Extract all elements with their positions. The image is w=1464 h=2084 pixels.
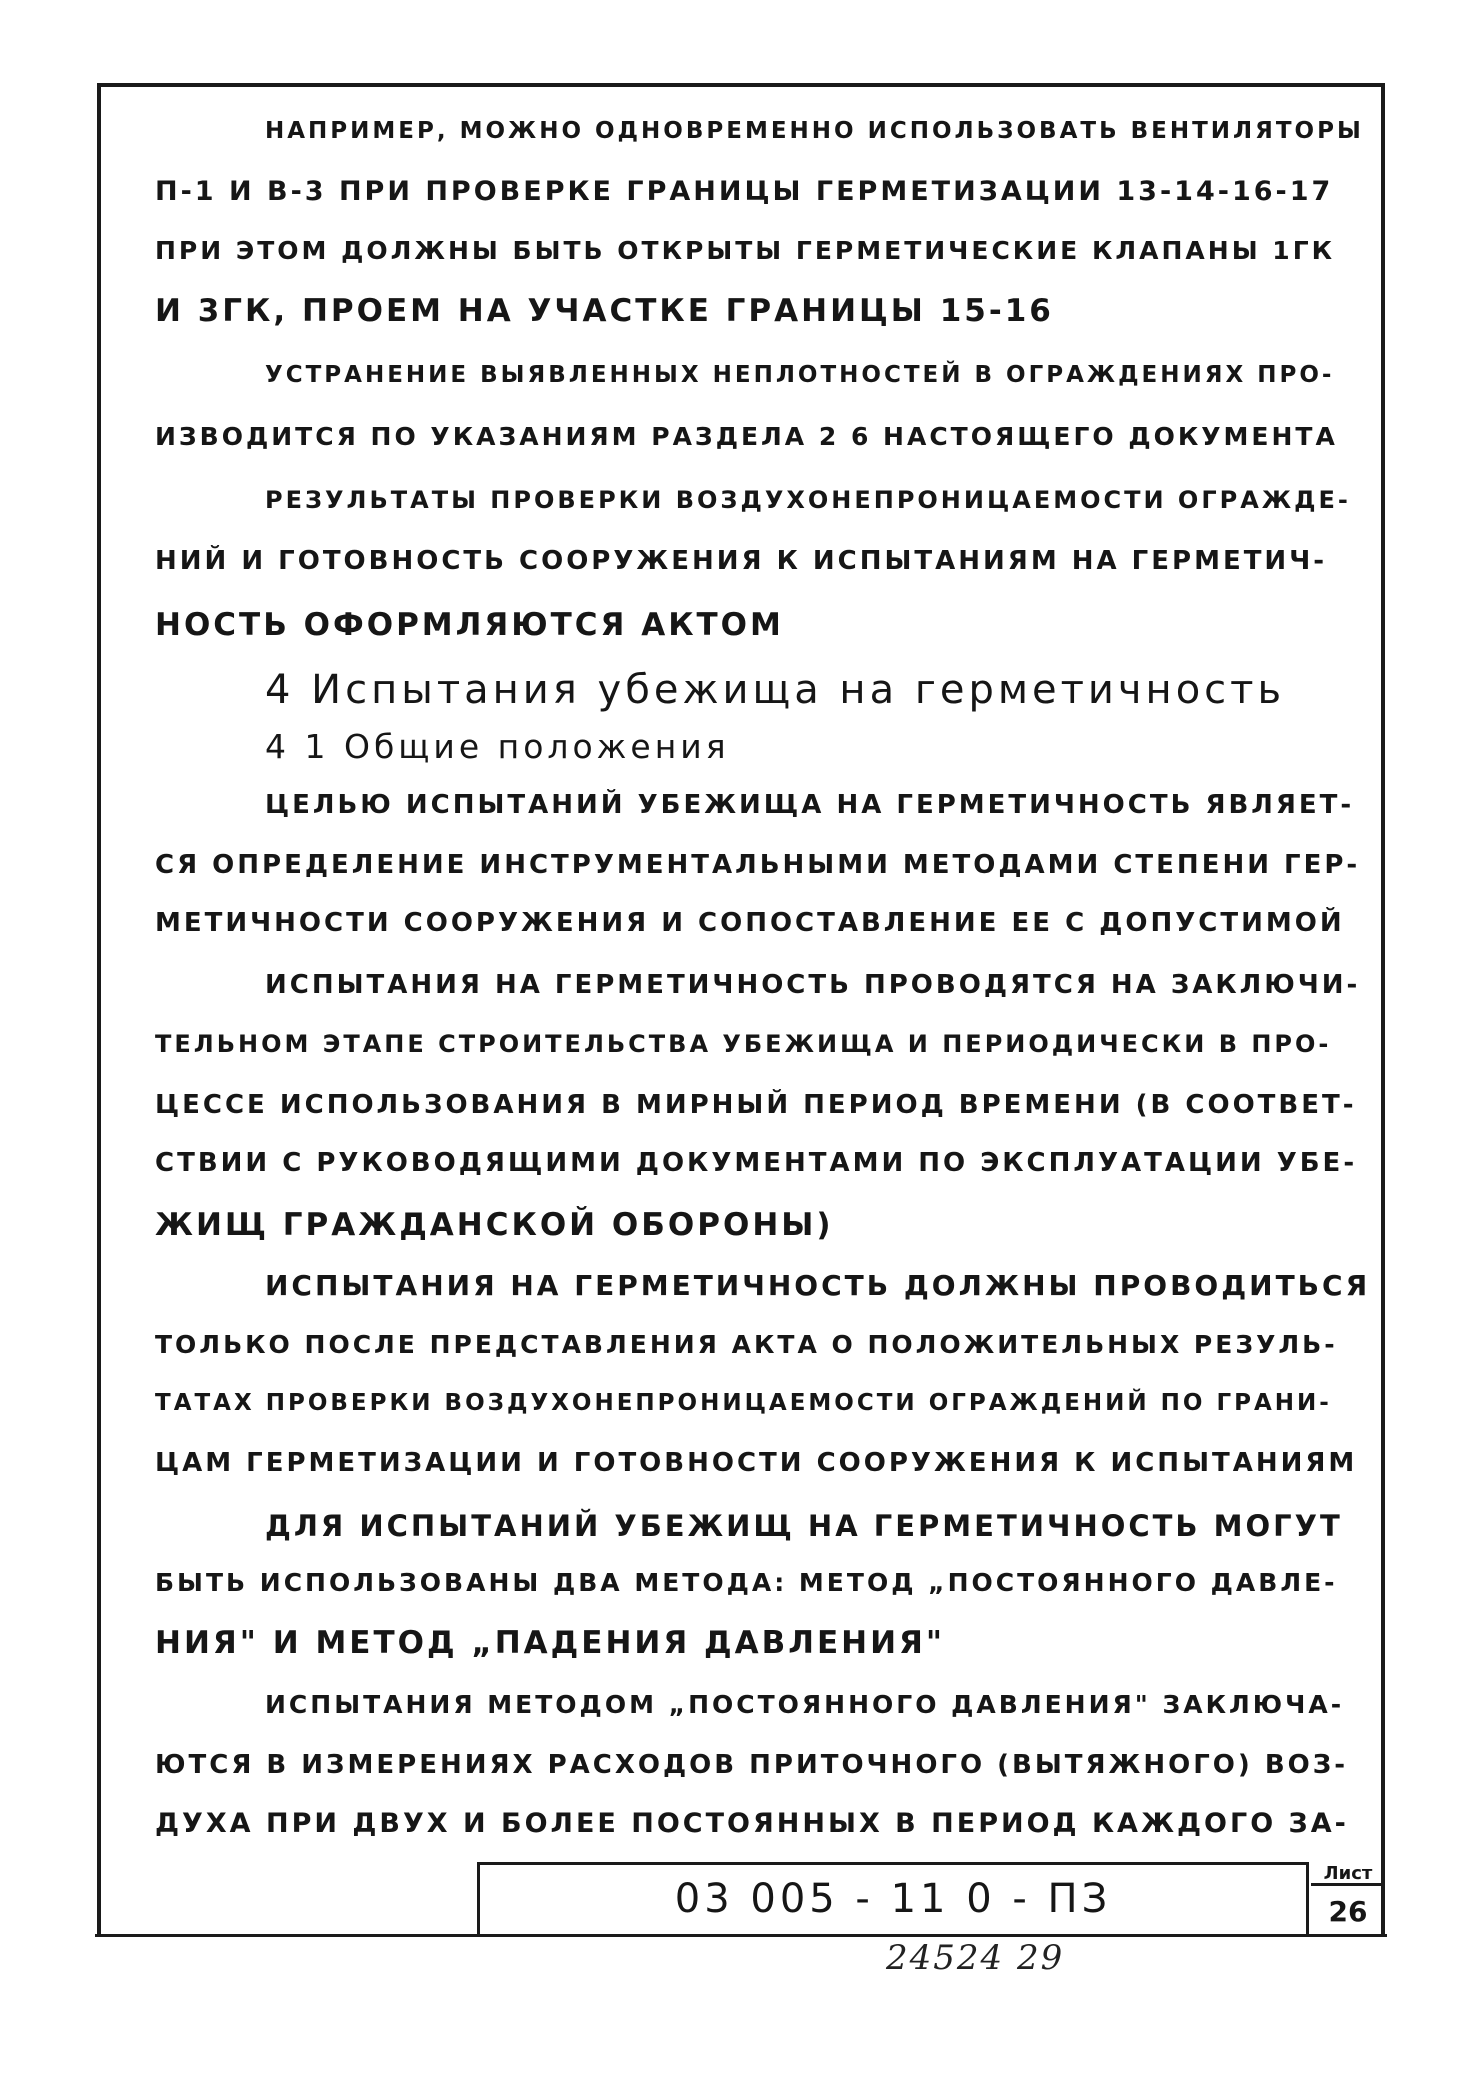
document-code: 03 005 - 11 0 - ПЗ xyxy=(674,1876,1112,1922)
text-line: ЦАМ ГЕРМЕТИЗАЦИИ И ГОТОВНОСТИ СООРУЖЕНИЯ К ИСПЫТАНИЯМ xyxy=(155,1448,1358,1478)
title-block xyxy=(477,1862,1385,1934)
text-line: СЯ ОПРЕДЕЛЕНИЕ ИНСТРУМЕНТАЛЬНЫМИ МЕТОДАМИ СТЕПЕНИ ГЕР- xyxy=(155,850,1361,880)
text-line: ТЕЛЬНОМ ЭТАПЕ СТРОИТЕЛЬСТВА УБЕЖИЩА И ПЕРИОДИЧЕСКИ В ПРО- xyxy=(155,1030,1332,1058)
text-line: ЦЕССЕ ИСПОЛЬЗОВАНИЯ В МИРНЫЙ ПЕРИОД ВРЕМЕНИ (В СООТВЕТ- xyxy=(155,1090,1357,1120)
subsection-heading: 4 1 Общие положения xyxy=(265,727,730,766)
text-line: ДЛЯ ИСПЫТАНИЙ УБЕЖИЩ НА ГЕРМЕТИЧНОСТЬ МОГУТ xyxy=(265,1509,1343,1543)
text-line: ТОЛЬКО ПОСЛЕ ПРЕДСТАВЛЕНИЯ АКТА О ПОЛОЖИТЕЛЬНЫХ РЕЗУЛЬ- xyxy=(155,1330,1338,1359)
text-line: ИСПЫТАНИЯ МЕТОДОМ „ПОСТОЯННОГО ДАВЛЕНИЯ" ЗАКЛЮЧА- xyxy=(265,1690,1345,1719)
text-line: УСТРАНЕНИЕ ВЫЯВЛЕННЫХ НЕПЛОТНОСТЕЙ В ОГРАЖДЕНИЯХ ПРО- xyxy=(265,362,1335,388)
text-line: НИЯ" И МЕТОД „ПАДЕНИЯ ДАВЛЕНИЯ" xyxy=(155,1625,946,1661)
page-bottom-border xyxy=(95,1934,1387,1937)
text-line: ЦЕЛЬЮ ИСПЫТАНИЙ УБЕЖИЩА НА ГЕРМЕТИЧНОСТЬ ЯВЛЯЕТ- xyxy=(265,790,1355,820)
text-line: ТАТАХ ПРОВЕРКИ ВОЗДУХОНЕПРОНИЦАЕМОСТИ ОГРАЖДЕНИЙ ПО ГРАНИ- xyxy=(155,1390,1332,1416)
text-line: МЕТИЧНОСТИ СООРУЖЕНИЯ И СОПОСТАВЛЕНИЕ ЕЕ С ДОПУСТИМОЙ xyxy=(155,908,1345,938)
text-line: ДУХА ПРИ ДВУХ И БОЛЕЕ ПОСТОЯННЫХ В ПЕРИОД КАЖДОГО ЗА- xyxy=(155,1808,1349,1839)
text-line: И 3ГК, ПРОЕМ НА УЧАСТКЕ ГРАНИЦЫ 15-16 xyxy=(155,293,1054,329)
text-line: НИЙ И ГОТОВНОСТЬ СООРУЖЕНИЯ К ИСПЫТАНИЯМ НА ГЕРМЕТИЧ- xyxy=(155,546,1327,576)
sheet-number: 26 xyxy=(1328,1895,1368,1928)
text-line: ЖИЩ ГРАЖДАНСКОЙ ОБОРОНЫ) xyxy=(155,1207,834,1243)
text-line: ЮТСЯ В ИЗМЕРЕНИЯХ РАСХОДОВ ПРИТОЧНОГО (ВЫТЯЖНОГО) ВОЗ- xyxy=(155,1750,1349,1780)
text-line: ПРИ ЭТОМ ДОЛЖНЫ БЫТЬ ОТКРЫТЫ ГЕРМЕТИЧЕСКИЕ КЛАПАНЫ 1ГК xyxy=(155,236,1336,265)
text-line: ИСПЫТАНИЯ НА ГЕРМЕТИЧНОСТЬ ДОЛЖНЫ ПРОВОДИТЬСЯ xyxy=(265,1269,1371,1302)
text-line: П-1 И В-3 ПРИ ПРОВЕРКЕ ГРАНИЦЫ ГЕРМЕТИЗАЦИИ 13-14-16-17 xyxy=(155,176,1334,207)
text-line: НОСТЬ ОФОРМЛЯЮТСЯ АКТОМ xyxy=(155,607,784,643)
text-line: БЫТЬ ИСПОЛЬЗОВАНЫ ДВА МЕТОДА: МЕТОД „ПОСТОЯННОГО ДАВЛЕ- xyxy=(155,1568,1338,1597)
text-line: РЕЗУЛЬТАТЫ ПРОВЕРКИ ВОЗДУХОНЕПРОНИЦАЕМОСТИ ОГРАЖДЕ- xyxy=(265,486,1351,514)
text-line: СТВИИ С РУКОВОДЯЩИМИ ДОКУМЕНТАМИ ПО ЭКСПЛУАТАЦИИ УБЕ- xyxy=(155,1148,1358,1178)
section-heading: 4 Испытания убежища на герметичность xyxy=(265,667,1286,713)
handwritten-note: 24524 29 xyxy=(886,1938,1065,1978)
text-line: НАПРИМЕР, МОЖНО ОДНОВРЕМЕННО ИСПОЛЬЗОВАТЬ ВЕНТИЛЯТОРЫ xyxy=(265,118,1364,144)
text-line: ИСПЫТАНИЯ НА ГЕРМЕТИЧНОСТЬ ПРОВОДЯТСЯ НА ЗАКЛЮЧИ- xyxy=(265,970,1361,1000)
text-line: ИЗВОДИТСЯ ПО УКАЗАНИЯМ РАЗДЕЛА 2 6 НАСТОЯЩЕГО ДОКУМЕНТА xyxy=(155,422,1338,451)
sheet-label: Лист xyxy=(1311,1862,1385,1886)
